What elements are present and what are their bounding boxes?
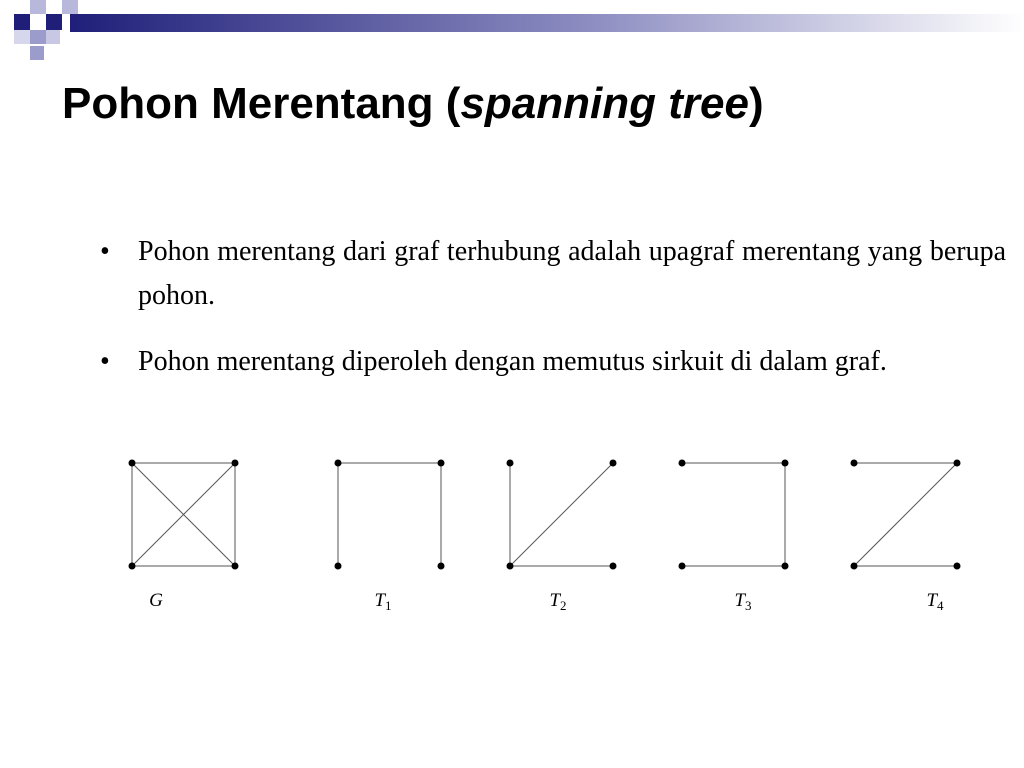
graph-vertex (335, 460, 342, 467)
graph-vertex (232, 563, 239, 570)
deco-square (14, 14, 30, 30)
deco-square (46, 14, 62, 30)
graph-vertex (782, 460, 789, 467)
graph-vertex (782, 563, 789, 570)
title-close: ) (748, 79, 764, 128)
header-decoration (0, 0, 1024, 64)
graph-g (129, 460, 239, 612)
deco-square (30, 0, 46, 14)
graph-vertex (507, 460, 514, 467)
bullet-item (100, 230, 1006, 318)
graph-t3 (679, 460, 789, 614)
graph-t1 (335, 460, 445, 614)
graph-vertex (954, 563, 961, 570)
graph-vertex (851, 563, 858, 570)
deco-square (30, 30, 46, 44)
bullet-text-1: Pohon merentang dari graf terhubung adalah upagraf merentang yang berupa pohon. (138, 236, 1006, 311)
header-gradient-bar (70, 14, 1024, 32)
title-italic: spanning tree (460, 79, 749, 128)
bullet-icon: • (100, 236, 110, 267)
graph-label-subscript: 2 (560, 598, 567, 613)
graph-label: $T_4$ (926, 590, 944, 613)
bullet-list (100, 230, 1006, 406)
graph-label: $T_2$ (549, 590, 567, 613)
graph-label: G (149, 590, 163, 611)
bullet-text-2: Pohon merentang diperoleh dengan memutus sirkuit di dalam graf. (138, 346, 887, 377)
graph-t2 (507, 460, 617, 614)
graph-vertex (851, 460, 858, 467)
page-title (62, 74, 764, 134)
deco-square (62, 0, 78, 14)
deco-square (30, 46, 44, 60)
bullet-item (100, 340, 1006, 384)
graph-vertex (232, 460, 239, 467)
graph-vertex (438, 460, 445, 467)
graph-edge (510, 463, 613, 566)
graph-label-subscript: 4 (937, 598, 944, 613)
deco-square (14, 30, 30, 44)
bullet-icon: • (100, 346, 110, 377)
graph-label-subscript: 3 (745, 598, 752, 613)
graph-vertex (610, 460, 617, 467)
graph-t4 (851, 460, 961, 614)
graph-vertex (335, 563, 342, 570)
graph-edge (854, 463, 957, 566)
graph-vertex (129, 460, 136, 467)
graph-vertex (507, 563, 514, 570)
title-main: Pohon Merentang ( (62, 79, 461, 128)
graph-vertex (954, 460, 961, 467)
graph-label: $T_3$ (734, 590, 752, 613)
graph-label: $T_1$ (374, 590, 392, 613)
graph-vertex (129, 563, 136, 570)
graph-vertex (438, 563, 445, 570)
spanning-tree-figure (0, 440, 1024, 640)
graph-vertex (610, 563, 617, 570)
deco-square (46, 30, 60, 44)
graph-vertex (679, 460, 686, 467)
graph-label-subscript: 1 (385, 598, 392, 613)
graph-vertex (679, 563, 686, 570)
